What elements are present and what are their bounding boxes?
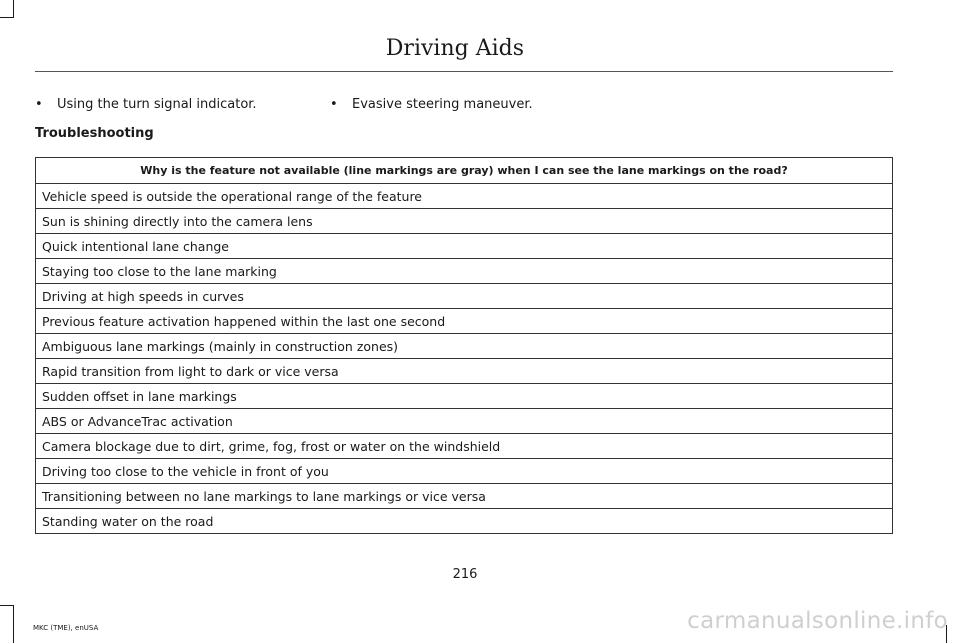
table-row	[36, 409, 893, 434]
table-row	[36, 284, 893, 309]
bullet-marker: •	[35, 97, 43, 112]
page-number: 216	[452, 567, 478, 582]
table-row	[36, 434, 893, 459]
bullet-item	[330, 97, 533, 112]
table-cell: Rapid transition from light to dark or vice versa	[36, 359, 893, 384]
table-cell: Driving at high speeds in curves	[36, 284, 893, 309]
table-row	[36, 334, 893, 359]
table-cell: Driving too close to the vehicle in front of you	[36, 459, 893, 484]
crop-mark-bottom-left-vertical	[13, 605, 14, 643]
table-cell: Standing water on the road	[36, 509, 893, 534]
watermark: carmanualsonline.info	[687, 608, 948, 634]
table-row	[36, 184, 893, 209]
footer-edition-code: MKC (TME), enUSA	[33, 624, 99, 632]
page-header-title: Driving Aids	[385, 36, 524, 61]
table-row	[36, 459, 893, 484]
bullet-text: Evasive steering maneuver.	[352, 97, 533, 112]
table-row	[36, 509, 893, 534]
table-row	[36, 484, 893, 509]
table-cell: Quick intentional lane change	[36, 234, 893, 259]
table-cell: Ambiguous lane markings (mainly in construction zones)	[36, 334, 893, 359]
header-divider	[35, 71, 893, 72]
crop-mark-top-left-vertical	[13, 0, 14, 18]
table-header-cell: Why is the feature not available (line markings are gray) when I can see the lane markings on the road?	[36, 158, 893, 184]
bullet-marker: •	[330, 97, 338, 112]
table-row	[36, 209, 893, 234]
table-cell: Transitioning between no lane markings to lane markings or vice versa	[36, 484, 893, 509]
table-row	[36, 359, 893, 384]
crop-mark-bottom-left-horizontal	[0, 605, 14, 606]
bullet-text: Using the turn signal indicator.	[57, 97, 257, 112]
table-cell: Sudden offset in lane markings	[36, 384, 893, 409]
table-row	[36, 259, 893, 284]
table-cell: Vehicle speed is outside the operational range of the feature	[36, 184, 893, 209]
table-cell: Sun is shining directly into the camera lens	[36, 209, 893, 234]
bullet-item	[35, 97, 257, 112]
table-cell: Previous feature activation happened within the last one second	[36, 309, 893, 334]
table-header-row	[36, 158, 893, 184]
table-row	[36, 384, 893, 409]
table-cell: Camera blockage due to dirt, grime, fog, frost or water on the windshield	[36, 434, 893, 459]
table-cell: Staying too close to the lane marking	[36, 259, 893, 284]
table-cell: ABS or AdvanceTrac activation	[36, 409, 893, 434]
table-row	[36, 309, 893, 334]
crop-mark-top-left-horizontal	[0, 17, 14, 18]
section-heading: Troubleshooting	[35, 126, 154, 141]
table-row	[36, 234, 893, 259]
troubleshooting-table	[35, 157, 893, 534]
